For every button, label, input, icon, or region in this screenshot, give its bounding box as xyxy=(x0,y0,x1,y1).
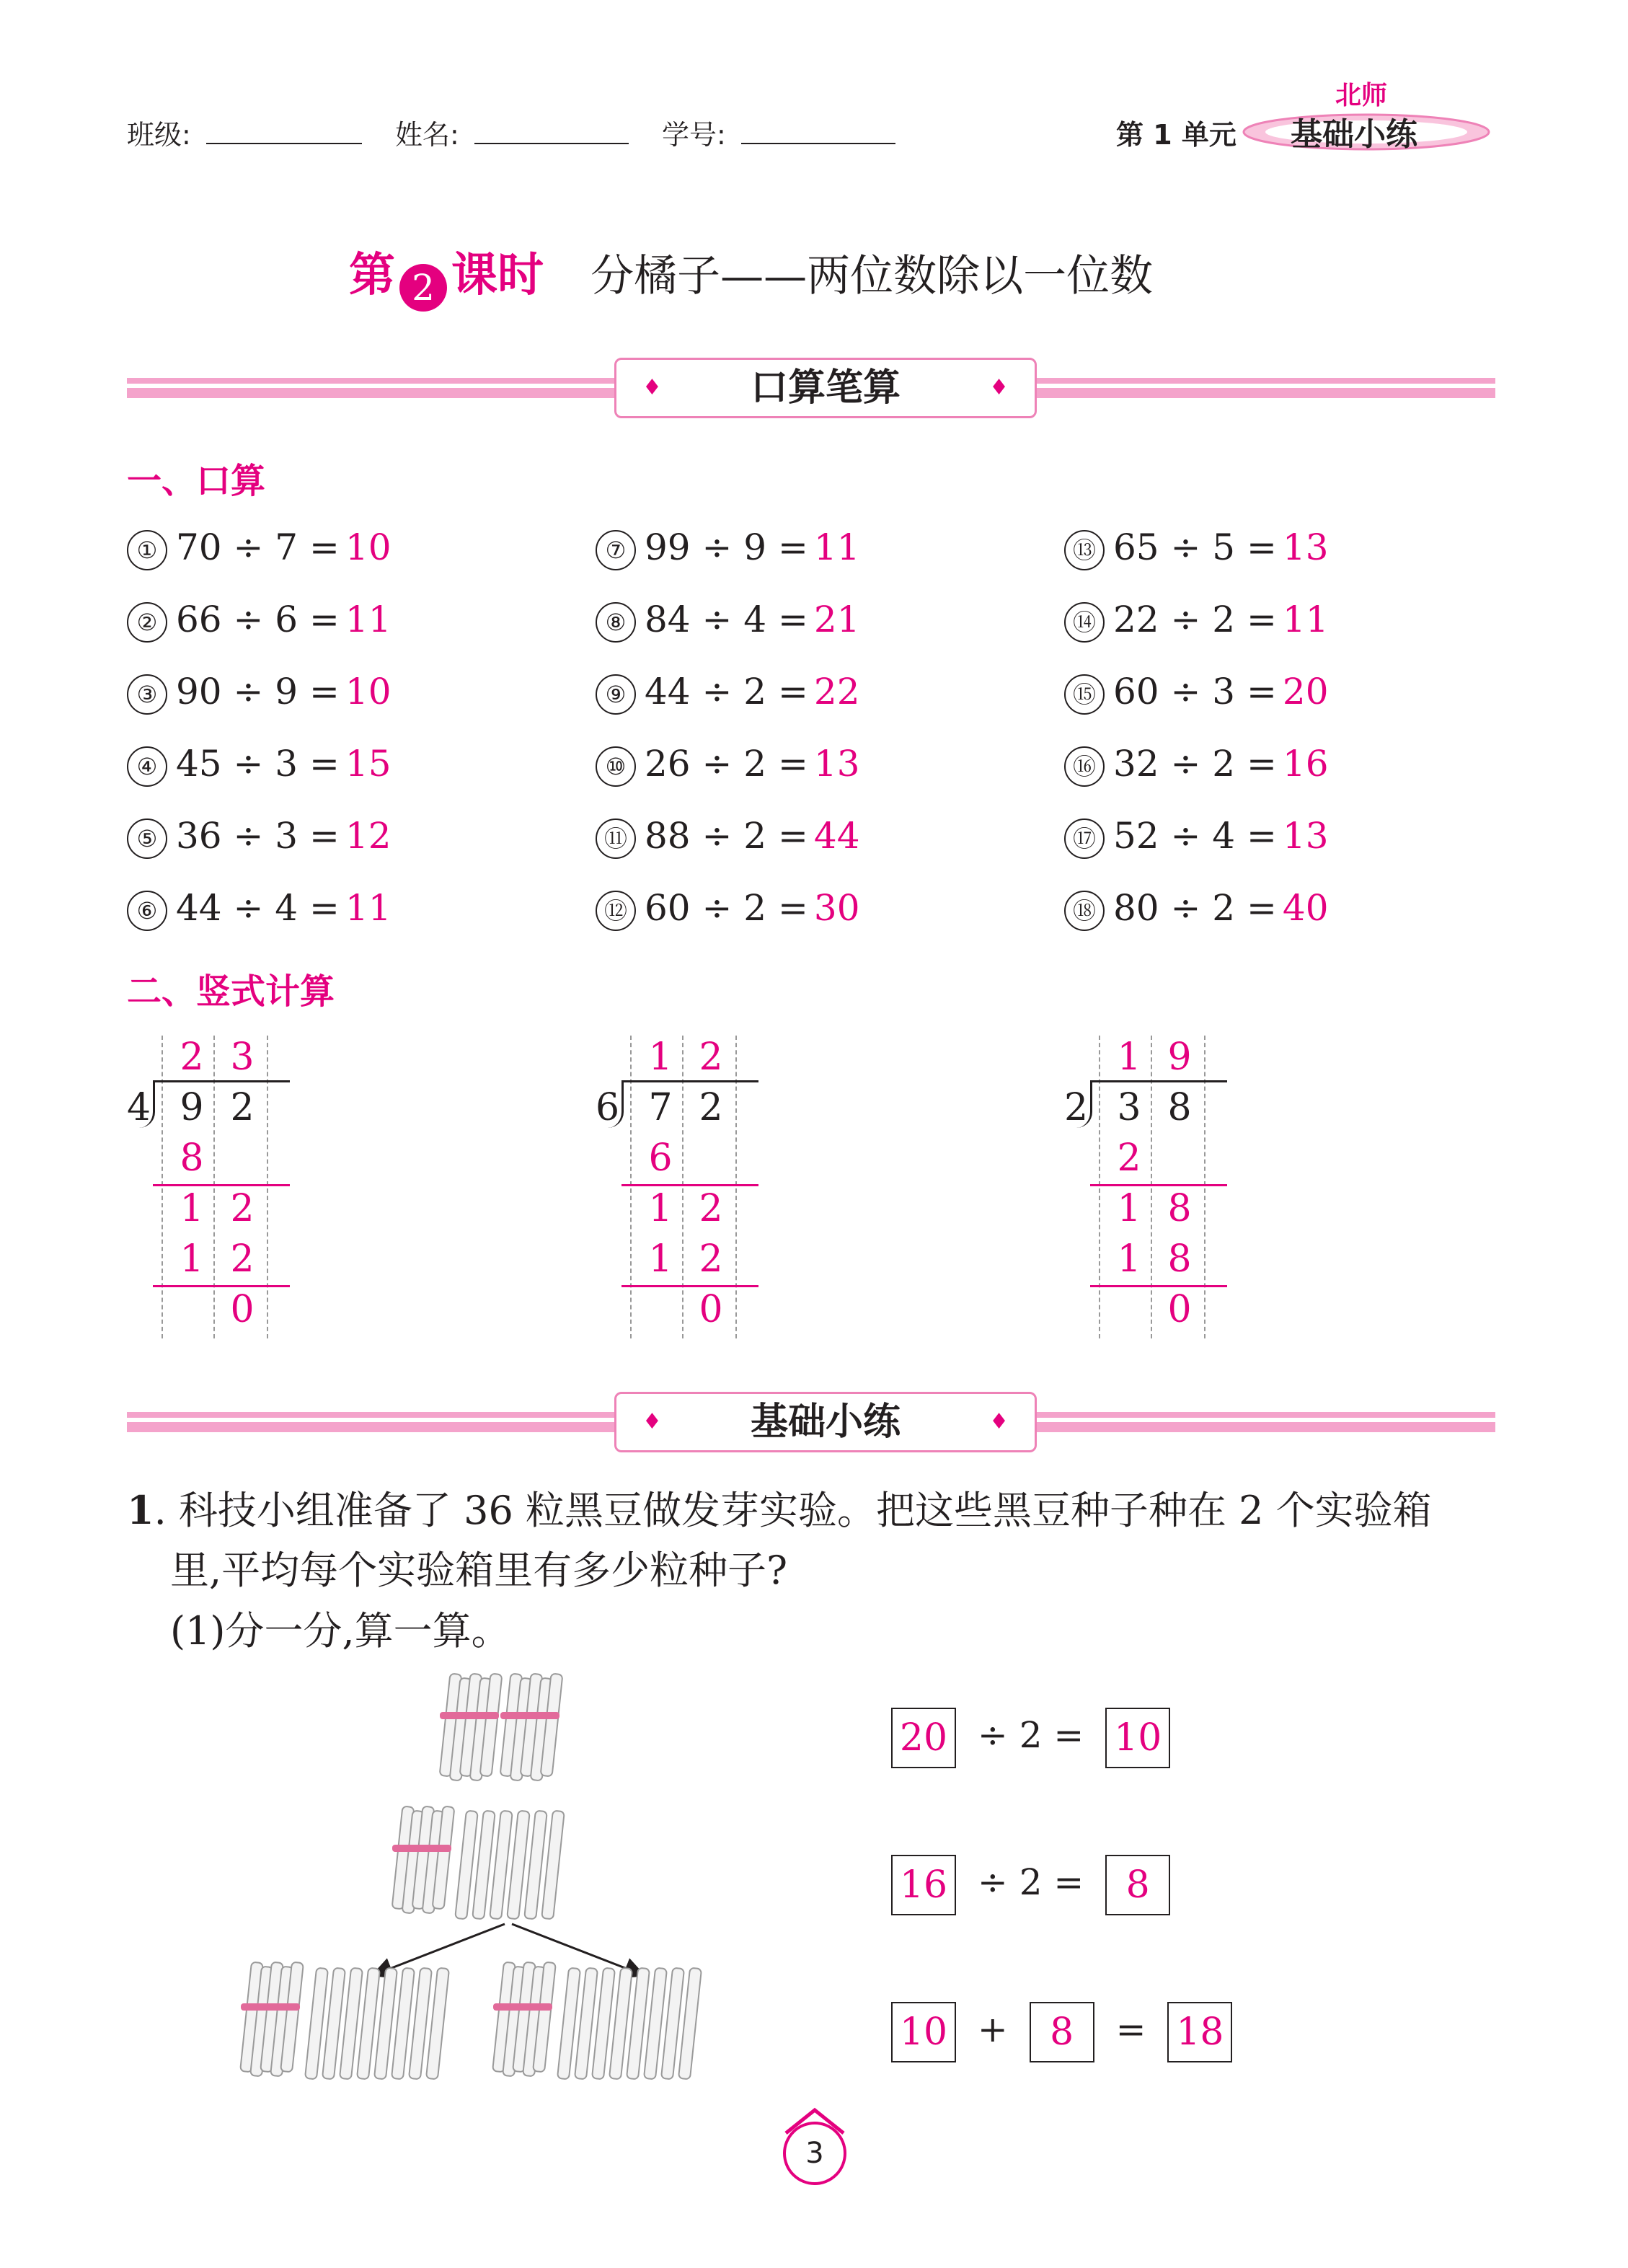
long-division xyxy=(1064,1036,1252,1338)
item-number: ② xyxy=(127,602,167,643)
page-number: 3 xyxy=(783,2122,846,2185)
rubber-band xyxy=(493,2003,552,2011)
oral-item xyxy=(1064,526,1329,570)
item-expression: 44 ÷ 2 = xyxy=(645,671,808,712)
quotient-digit[interactable]: 2 xyxy=(180,1036,204,1079)
answer-box[interactable]: 18 xyxy=(1167,2002,1232,2062)
equation-operator: ÷ 2 = xyxy=(977,1861,1084,1903)
quotient-digit[interactable]: 2 xyxy=(699,1036,723,1079)
equation-2 xyxy=(891,1855,1170,1915)
item-expression: 26 ÷ 2 = xyxy=(645,743,808,785)
item-expression: 52 ÷ 4 = xyxy=(1113,815,1277,857)
divisor: 2 xyxy=(1064,1086,1089,1129)
student-number-field-line[interactable] xyxy=(741,143,895,144)
item-answer[interactable]: 13 xyxy=(1282,815,1329,857)
long-division xyxy=(596,1036,783,1338)
answer-box[interactable]: 16 xyxy=(891,1855,956,1915)
item-answer[interactable]: 22 xyxy=(813,671,860,712)
item-expression: 22 ÷ 2 = xyxy=(1113,599,1277,640)
step-digit[interactable]: 8 xyxy=(1167,1187,1192,1230)
equation-operator: ÷ 2 = xyxy=(977,1714,1084,1756)
quotient-digit[interactable]: 1 xyxy=(648,1036,673,1079)
vertical-calc-heading: 二、竖式计算 xyxy=(127,971,335,1012)
item-answer[interactable]: 44 xyxy=(813,815,860,857)
dividend-digit: 2 xyxy=(230,1086,255,1129)
answer-box[interactable]: 10 xyxy=(891,2002,956,2062)
item-number: ③ xyxy=(127,674,167,715)
problem-1-line1: 1. 科技小组准备了 36 粒黑豆做发芽实验。把这些黑豆种子种在 2 个实验箱 xyxy=(127,1487,1432,1533)
item-expression: 84 ÷ 4 = xyxy=(645,599,808,640)
quotient-digit[interactable]: 9 xyxy=(1167,1036,1192,1079)
step-digit[interactable]: 1 xyxy=(1117,1187,1141,1230)
oral-item xyxy=(1064,599,1329,643)
item-expression: 44 ÷ 4 = xyxy=(176,887,340,929)
item-answer[interactable]: 11 xyxy=(1282,599,1329,640)
item-answer[interactable]: 20 xyxy=(1282,671,1329,712)
step-digit[interactable]: 1 xyxy=(180,1237,204,1281)
name-field-line[interactable] xyxy=(474,143,629,144)
item-expression: 80 ÷ 2 = xyxy=(1113,887,1277,929)
step-digit[interactable]: 1 xyxy=(648,1237,673,1281)
item-expression: 65 ÷ 5 = xyxy=(1113,526,1277,568)
oral-item xyxy=(1064,887,1329,931)
item-answer[interactable]: 13 xyxy=(813,743,860,785)
division-bracket xyxy=(607,1080,624,1128)
section-title-2 xyxy=(614,1392,1037,1452)
remainder-digit[interactable]: 0 xyxy=(699,1288,723,1331)
item-answer[interactable]: 15 xyxy=(345,743,391,785)
problem-text-1: 科技小组准备了 36 粒黑豆做发芽实验。把这些黑豆种子种在 2 个实验箱 xyxy=(178,1488,1432,1533)
item-answer[interactable]: 11 xyxy=(813,526,860,568)
bundle-of-ten xyxy=(245,1962,296,2077)
oral-item xyxy=(127,599,391,643)
section-title-1 xyxy=(614,358,1037,418)
subtract-line xyxy=(153,1184,290,1186)
remainder-digit[interactable]: 0 xyxy=(1167,1288,1192,1331)
subtract-line xyxy=(1090,1184,1227,1186)
problem-part-1: (1)分一分,算一算。 xyxy=(170,1608,510,1654)
dividend-digit: 2 xyxy=(699,1086,723,1129)
brand-top: 北师 xyxy=(1335,81,1388,110)
item-number: ⑦ xyxy=(596,530,636,570)
remainder-digit[interactable]: 0 xyxy=(230,1288,255,1331)
rubber-band xyxy=(241,2003,300,2011)
item-answer[interactable]: 10 xyxy=(345,671,391,712)
section-title-1-text: 口算笔算 xyxy=(750,366,901,410)
item-number: ⑤ xyxy=(127,818,167,859)
plus-operator: + xyxy=(977,2008,1008,2050)
item-answer[interactable]: 12 xyxy=(345,815,391,857)
counting-sticks-illustration xyxy=(231,1673,750,2106)
dividend-digit: 7 xyxy=(648,1086,673,1129)
equation-1 xyxy=(891,1708,1170,1768)
answer-box[interactable]: 20 xyxy=(891,1708,956,1768)
division-bracket xyxy=(1076,1080,1092,1128)
step-digit[interactable]: 1 xyxy=(180,1187,204,1230)
step-digit[interactable]: 6 xyxy=(648,1137,673,1180)
oral-item xyxy=(1064,743,1329,787)
dividend-digit: 9 xyxy=(180,1086,204,1129)
section-title-2-text: 基础小练 xyxy=(750,1400,901,1444)
oral-item xyxy=(596,887,860,931)
item-expression: 99 ÷ 9 = xyxy=(645,526,808,568)
class-label: 班级: xyxy=(127,119,191,151)
step-digit[interactable]: 2 xyxy=(699,1237,723,1281)
item-answer[interactable]: 13 xyxy=(1282,526,1329,568)
division-bar xyxy=(1090,1080,1227,1082)
subtract-line xyxy=(621,1184,758,1186)
item-number: ⑪ xyxy=(596,818,636,859)
subtract-line xyxy=(153,1285,290,1287)
division-bar xyxy=(153,1080,290,1082)
item-answer[interactable]: 30 xyxy=(813,887,860,929)
item-number: ⑨ xyxy=(596,674,636,715)
item-number: ⑥ xyxy=(127,891,167,931)
oral-item xyxy=(596,599,860,643)
item-number: ⑯ xyxy=(1064,746,1105,787)
quotient-digit[interactable]: 1 xyxy=(1117,1036,1141,1079)
oral-item xyxy=(596,815,860,859)
oral-item xyxy=(1064,815,1329,859)
divisor: 6 xyxy=(596,1086,620,1129)
item-answer[interactable]: 21 xyxy=(813,599,860,640)
lesson-title xyxy=(349,238,1153,312)
item-number: ⑱ xyxy=(1064,891,1105,931)
step-digit[interactable]: 1 xyxy=(648,1187,673,1230)
bundle-of-ten xyxy=(397,1806,447,1914)
name-label: 姓名: xyxy=(395,119,459,151)
item-expression: 32 ÷ 2 = xyxy=(1113,743,1277,785)
lesson-topic: 分橘子——两位数除以一位数 xyxy=(590,251,1154,301)
oral-heading: 一、口算 xyxy=(127,461,266,501)
oral-item xyxy=(127,671,391,715)
step-digit[interactable]: 2 xyxy=(230,1187,255,1230)
item-answer[interactable]: 10 xyxy=(345,526,391,568)
item-number: ⑭ xyxy=(1064,602,1105,643)
equals-operator: = xyxy=(1115,2008,1146,2050)
answer-box[interactable]: 8 xyxy=(1105,1855,1170,1915)
brand-main: 基础小练 xyxy=(1291,116,1417,153)
step-digit[interactable]: 8 xyxy=(1167,1237,1192,1281)
rubber-band xyxy=(500,1712,559,1719)
step-digit[interactable]: 2 xyxy=(1117,1137,1141,1180)
diamond-icon: ♦ xyxy=(642,1409,662,1434)
unit-label: 第 1 单元 xyxy=(1116,119,1237,151)
item-number: ⑬ xyxy=(1064,530,1105,570)
oral-item xyxy=(127,815,391,859)
item-answer[interactable]: 40 xyxy=(1282,887,1329,929)
step-digit[interactable]: 1 xyxy=(1117,1237,1141,1281)
bundle-of-ten xyxy=(505,1673,555,1781)
step-digit[interactable]: 2 xyxy=(230,1237,255,1281)
item-expression: 88 ÷ 2 = xyxy=(645,815,808,857)
equation-3 xyxy=(891,2002,1232,2062)
item-number: ⑧ xyxy=(596,602,636,643)
item-expression: 66 ÷ 6 = xyxy=(176,599,340,640)
lesson-suffix: 课时 xyxy=(451,249,544,302)
oral-item xyxy=(596,671,860,715)
lesson-number: 2 xyxy=(399,264,447,312)
item-number: ④ xyxy=(127,746,167,787)
division-bar xyxy=(621,1080,758,1082)
step-digit[interactable]: 8 xyxy=(180,1137,204,1180)
bundle-of-ten xyxy=(497,1962,548,2077)
diamond-icon: ♦ xyxy=(989,1409,1009,1434)
lesson-prefix: 第 xyxy=(349,249,395,302)
item-expression: 60 ÷ 2 = xyxy=(645,887,808,929)
quotient-digit[interactable]: 3 xyxy=(230,1036,255,1079)
item-number: ① xyxy=(127,530,167,570)
item-number: ⑩ xyxy=(596,746,636,787)
answer-box[interactable]: 10 xyxy=(1105,1708,1170,1768)
item-number: ⑰ xyxy=(1064,818,1105,859)
subtract-line xyxy=(1090,1285,1227,1287)
oral-item xyxy=(127,743,391,787)
oral-item xyxy=(596,743,860,787)
item-answer[interactable]: 11 xyxy=(345,599,391,640)
item-expression: 36 ÷ 3 = xyxy=(176,815,340,857)
oral-item xyxy=(127,526,391,570)
bundle-of-ten xyxy=(444,1673,495,1781)
division-bracket xyxy=(138,1080,155,1128)
rubber-band xyxy=(392,1845,451,1852)
problem-text-2: 里,平均每个实验箱里有多少粒种子? xyxy=(170,1548,788,1593)
dividend-digit: 8 xyxy=(1167,1086,1192,1129)
diamond-icon: ♦ xyxy=(642,375,662,400)
dividend-digit: 3 xyxy=(1117,1086,1141,1129)
item-expression: 90 ÷ 9 = xyxy=(176,671,340,712)
class-field-line[interactable] xyxy=(206,143,362,144)
item-expression: 45 ÷ 3 = xyxy=(176,743,340,785)
item-number: ⑮ xyxy=(1064,674,1105,715)
long-division xyxy=(127,1036,314,1338)
divisor: 4 xyxy=(127,1086,151,1129)
answer-box[interactable]: 8 xyxy=(1030,2002,1094,2062)
subtract-line xyxy=(621,1285,758,1287)
step-digit[interactable]: 2 xyxy=(699,1187,723,1230)
item-answer[interactable]: 11 xyxy=(345,887,391,929)
diamond-icon: ♦ xyxy=(989,375,1009,400)
oral-item xyxy=(127,887,391,931)
oral-item xyxy=(596,526,860,570)
item-expression: 60 ÷ 3 = xyxy=(1113,671,1277,712)
item-answer[interactable]: 16 xyxy=(1282,743,1329,785)
item-number: ⑫ xyxy=(596,891,636,931)
student-number-label: 学号: xyxy=(662,119,726,151)
problem-number: 1 xyxy=(127,1487,154,1533)
oral-item xyxy=(1064,671,1329,715)
item-expression: 70 ÷ 7 = xyxy=(176,526,340,568)
rubber-band xyxy=(440,1712,499,1719)
